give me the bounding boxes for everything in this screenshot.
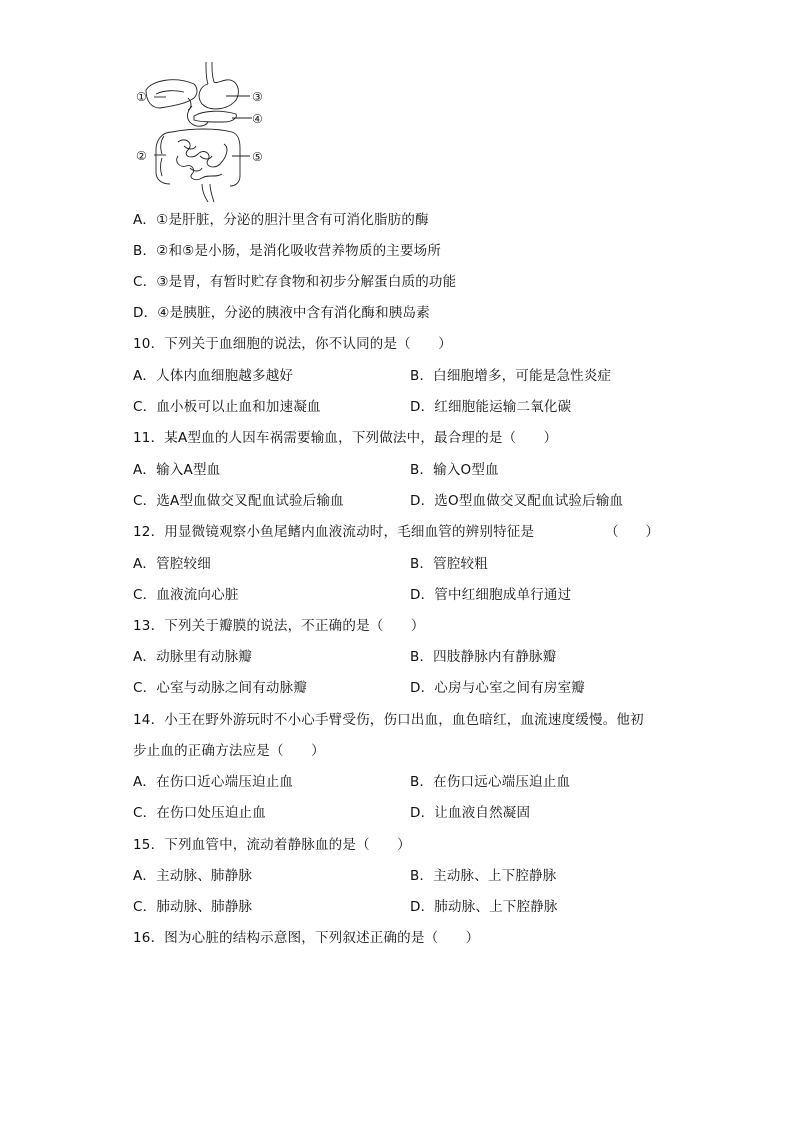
q14-option-c: C．在伤口处压迫止血 (133, 805, 266, 821)
q10-option-c: C．血小板可以止血和加速凝血 (133, 399, 321, 415)
q14-option-a: A．在伤口近心端压迫止血 (133, 774, 294, 790)
q12-answer-paren: （ ） (605, 524, 659, 540)
q14-stem-line-2: 步止血的正确方法应是（ ） (133, 743, 325, 759)
q15-option-c: C．肺动脉、肺静脉 (133, 899, 253, 915)
q15-option-d: D．肺动脉、上下腔静脉 (410, 899, 558, 915)
q13-option-d: D．心房与心室之间有房室瓣 (410, 680, 585, 696)
q11-option-b: B．输入O型血 (410, 462, 499, 478)
q10-option-b: B．白细胞增多，可能是急性炎症 (410, 368, 612, 384)
q11-option-c: C．选A型血做交叉配血试验后输血 (133, 493, 344, 509)
q14-stem-line-1: 14．小王在野外游玩时不小心手臂受伤，伤口出血，血色暗红，血流速度缓慢。他初 (133, 712, 644, 728)
figure-label-5: ⑤ (252, 150, 263, 164)
q14-option-b: B．在伤口远心端压迫止血 (410, 774, 571, 790)
q12-stem: 12．用显微镜观察小鱼尾鳍内血液流动时，毛细血管的辨别特征是 (133, 524, 535, 540)
figure-label-1: ① (136, 90, 147, 104)
q13-option-c: C．心室与动脉之间有动脉瓣 (133, 680, 308, 696)
figure-label-3: ③ (252, 90, 263, 104)
q14-option-d: D．让血液自然凝固 (410, 805, 531, 821)
q9-option-c: C．③是胃，有暂时贮存食物和初步分解蛋白质的功能 (133, 274, 457, 290)
figure-label-2: ② (136, 149, 147, 163)
q12-option-b: B．管腔较粗 (410, 556, 488, 572)
q9-option-a: A．①是肝脏，分泌的胆汁里含有可消化脂肪的酶 (133, 212, 429, 228)
q13-option-a: A．动脉里有动脉瓣 (133, 649, 253, 665)
q15-option-b: B．主动脉、上下腔静脉 (410, 868, 557, 884)
q13-stem: 13．下列关于瓣膜的说法，不正确的是（ ） (133, 618, 425, 634)
q16-stem: 16．图为心脏的结构示意图，下列叙述正确的是（ ） (133, 930, 480, 946)
q10-option-d: D．红细胞能运输二氧化碳 (410, 399, 572, 415)
q12-option-c: C．血液流向心脏 (133, 587, 239, 603)
q12-option-a: A．管腔较细 (133, 556, 211, 572)
digestive-system-figure (132, 60, 272, 205)
q11-stem: 11．某A型血的人因车祸需要输血，下列做法中，最合理的是（ ） (133, 430, 558, 446)
figure-label-4: ④ (252, 112, 263, 126)
q15-stem: 15．下列血管中，流动着静脉血的是（ ） (133, 837, 411, 853)
q10-option-a: A．人体内血细胞越多越好 (133, 368, 294, 384)
q11-option-d: D．选O型血做交叉配血试验后输血 (410, 493, 624, 509)
q9-option-b: B．②和⑤是小肠，是消化吸收营养物质的主要场所 (133, 243, 442, 259)
q15-option-a: A．主动脉、肺静脉 (133, 868, 253, 884)
q12-option-d: D．管中红细胞成单行通过 (410, 587, 572, 603)
q10-stem: 10．下列关于血细胞的说法，你不认同的是（ ） (133, 336, 452, 352)
q9-option-d: D．④是胰脏，分泌的胰液中含有消化酶和胰岛素 (133, 305, 430, 321)
q11-option-a: A．输入A型血 (133, 462, 221, 478)
q13-option-b: B．四肢静脉内有静脉瓣 (410, 649, 557, 665)
